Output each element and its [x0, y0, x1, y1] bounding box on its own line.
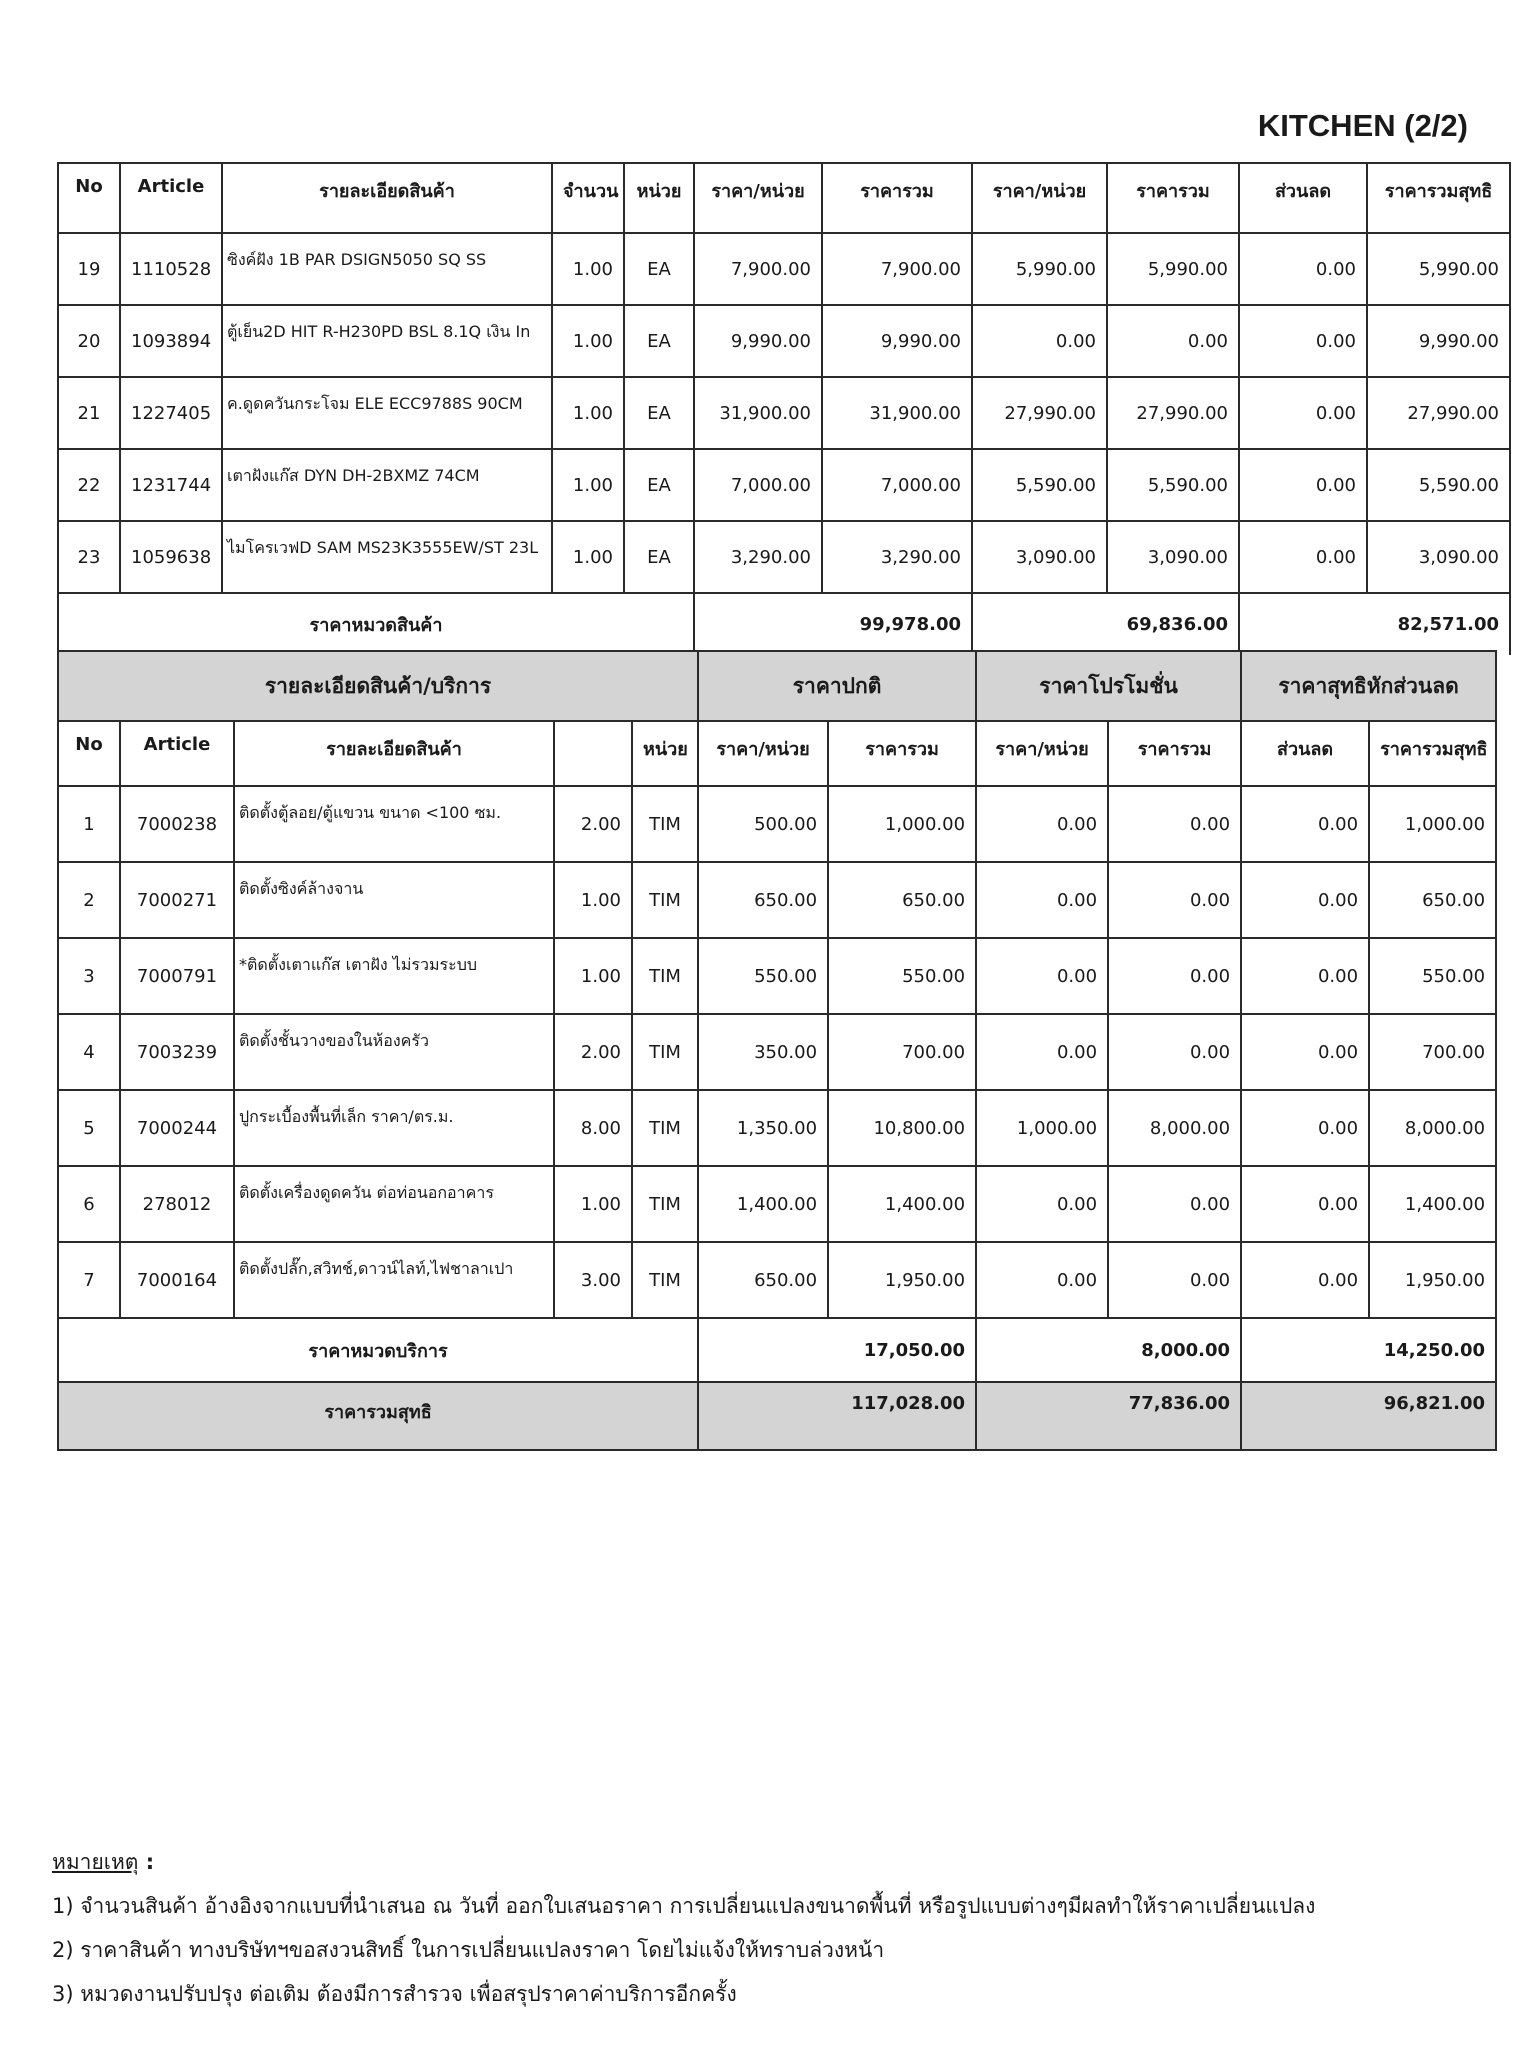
row-no: 21: [58, 377, 120, 449]
row-promo-total: 0.00: [1108, 862, 1241, 938]
header-no: No: [58, 721, 120, 786]
row-net-total: 8,000.00: [1369, 1090, 1496, 1166]
row-net-total: 1,950.00: [1369, 1242, 1496, 1318]
header-net-total: ราคารวมสุทธิ: [1369, 721, 1496, 786]
row-no: 3: [58, 938, 120, 1014]
grand-total-row: [58, 1382, 1496, 1450]
row-promo-total: 0.00: [1108, 938, 1241, 1014]
row-article: 278012: [120, 1166, 234, 1242]
row-qty: 2.00: [554, 786, 632, 862]
page-title: KITCHEN (2/2): [1257, 108, 1468, 143]
header-discount: ส่วนลด: [1241, 721, 1369, 786]
services-group-header-row: [58, 651, 1496, 721]
note-item: 2) ราคาสินค้า ทางบริษัทฯขอสงวนสิทธิ์ ในการเปลี่ยนแปลงราคา โดยไม่แจ้งให้ทราบล่วงหน้า: [52, 1938, 885, 1962]
row-article: 7003239: [120, 1014, 234, 1090]
notes-heading: [52, 1840, 1315, 1884]
row-qty: 8.00: [554, 1090, 632, 1166]
row-discount: 0.00: [1241, 938, 1369, 1014]
row-unit-price: 650.00: [698, 862, 828, 938]
header-promo-unit-price: ราคา/หน่วย: [972, 163, 1107, 233]
row-article: 7000244: [120, 1090, 234, 1166]
row-discount: 0.00: [1241, 1166, 1369, 1242]
table-row: [58, 1166, 1496, 1242]
row-no: 2: [58, 862, 120, 938]
table-row: [58, 1242, 1496, 1318]
header-detail: รายละเอียดสินค้า: [222, 163, 552, 233]
group-header-net-price: ราคาสุทธิหักส่วนลด: [1241, 651, 1496, 721]
table-row: [58, 233, 1510, 305]
group-header-promo-price: ราคาโปรโมชั่น: [976, 651, 1241, 721]
row-detail: ติดตั้งซิงค์ล้างจาน: [234, 862, 554, 938]
row-detail: *ติดตั้งเตาแก๊ส เตาฝัง ไม่รวมระบบ: [234, 938, 554, 1014]
row-detail: ตู้เย็น2D HIT R-H230PD BSL 8.1Q เงิน In: [222, 305, 552, 377]
group-header-detail: รายละเอียดสินค้า/บริการ: [58, 651, 698, 721]
products-header-row: [58, 163, 1510, 233]
row-article: 1227405: [120, 377, 222, 449]
row-total: 7,900.00: [822, 233, 972, 305]
header-article: Article: [120, 721, 234, 786]
table-row: [58, 305, 1510, 377]
notes-section: [52, 1840, 1315, 2016]
row-net-total: 5,590.00: [1367, 449, 1510, 521]
row-qty: 1.00: [552, 305, 624, 377]
grand-total-label: ราคารวมสุทธิ: [58, 1382, 698, 1450]
header-promo-total: ราคารวม: [1108, 721, 1241, 786]
row-net-total: 5,990.00: [1367, 233, 1510, 305]
row-qty: 1.00: [554, 862, 632, 938]
row-discount: 0.00: [1241, 1090, 1369, 1166]
row-total: 1,400.00: [828, 1166, 976, 1242]
grand-total-total: 117,028.00: [698, 1382, 976, 1450]
header-unit: หน่วย: [624, 163, 694, 233]
row-unit-price: 7,000.00: [694, 449, 822, 521]
notes-colon: :: [138, 1850, 155, 1874]
row-qty: 1.00: [552, 449, 624, 521]
services-subtotal-promo: 8,000.00: [976, 1318, 1241, 1382]
row-promo-unit-price: 0.00: [976, 938, 1108, 1014]
header-unit-price: ราคา/หน่วย: [698, 721, 828, 786]
row-unit: TIM: [632, 1014, 698, 1090]
row-unit-price: 7,900.00: [694, 233, 822, 305]
row-promo-total: 3,090.00: [1107, 521, 1239, 593]
row-promo-unit-price: 0.00: [972, 305, 1107, 377]
row-net-total: 1,400.00: [1369, 1166, 1496, 1242]
row-qty: 1.00: [552, 233, 624, 305]
row-unit: TIM: [632, 1090, 698, 1166]
row-promo-unit-price: 5,590.00: [972, 449, 1107, 521]
row-qty: 3.00: [554, 1242, 632, 1318]
row-promo-total: 0.00: [1108, 1166, 1241, 1242]
row-unit-price: 1,350.00: [698, 1090, 828, 1166]
row-no: 4: [58, 1014, 120, 1090]
row-unit-price: 3,290.00: [694, 521, 822, 593]
row-discount: 0.00: [1239, 305, 1367, 377]
header-unit: หน่วย: [632, 721, 698, 786]
row-promo-total: 8,000.00: [1108, 1090, 1241, 1166]
row-detail: เตาฝังแก๊ส DYN DH-2BXMZ 74CM: [222, 449, 552, 521]
row-article: 1093894: [120, 305, 222, 377]
row-promo-unit-price: 5,990.00: [972, 233, 1107, 305]
row-discount: 0.00: [1241, 1014, 1369, 1090]
products-subtotal-promo: 69,836.00: [972, 593, 1239, 655]
row-discount: 0.00: [1241, 862, 1369, 938]
header-total: ราคารวม: [822, 163, 972, 233]
row-net-total: 3,090.00: [1367, 521, 1510, 593]
products-subtotal-label: ราคาหมวดสินค้า: [58, 593, 694, 655]
row-total: 9,990.00: [822, 305, 972, 377]
services-subtotal-total: 17,050.00: [698, 1318, 976, 1382]
row-detail: ติดตั้งเครื่องดูดควัน ต่อท่อนอกอาคาร: [234, 1166, 554, 1242]
row-no: 6: [58, 1166, 120, 1242]
row-net-total: 700.00: [1369, 1014, 1496, 1090]
row-unit: TIM: [632, 1166, 698, 1242]
row-total: 700.00: [828, 1014, 976, 1090]
row-promo-total: 0.00: [1108, 1242, 1241, 1318]
row-no: 20: [58, 305, 120, 377]
row-article: 1059638: [120, 521, 222, 593]
row-unit-price: 550.00: [698, 938, 828, 1014]
notes-title: หมายเหตุ: [52, 1850, 139, 1874]
grand-total-net: 96,821.00: [1241, 1382, 1496, 1450]
row-article: 7000164: [120, 1242, 234, 1318]
row-qty: 2.00: [554, 1014, 632, 1090]
row-detail: ปูกระเบื้องพื้นที่เล็ก ราคา/ตร.ม.: [234, 1090, 554, 1166]
row-promo-total: 0.00: [1108, 1014, 1241, 1090]
row-detail: ติดตั้งตู้ลอย/ตู้แขวน ขนาด <100 ซม.: [234, 786, 554, 862]
header-qty-empty: [554, 721, 632, 786]
row-qty: 1.00: [554, 1166, 632, 1242]
row-total: 10,800.00: [828, 1090, 976, 1166]
row-discount: 0.00: [1241, 786, 1369, 862]
table-row: [58, 449, 1510, 521]
row-no: 7: [58, 1242, 120, 1318]
products-table: [57, 162, 1511, 655]
services-subtotal-label: ราคาหมวดบริการ: [58, 1318, 698, 1382]
group-header-normal-price: ราคาปกติ: [698, 651, 976, 721]
row-detail: ซิงค์ฝัง 1B PAR DSIGN5050 SQ SS: [222, 233, 552, 305]
row-promo-unit-price: 0.00: [976, 862, 1108, 938]
row-discount: 0.00: [1239, 377, 1367, 449]
row-detail: ติดตั้งชั้นวางของในห้องครัว: [234, 1014, 554, 1090]
row-promo-unit-price: 0.00: [976, 786, 1108, 862]
row-discount: 0.00: [1239, 521, 1367, 593]
row-article: 1110528: [120, 233, 222, 305]
row-net-total: 550.00: [1369, 938, 1496, 1014]
note-item: 3) หมวดงานปรับปรุง ต่อเติม ต้องมีการสำรวจ เพื่อสรุปราคาค่าบริการอีกครั้ง: [52, 1982, 737, 2006]
row-unit-price: 650.00: [698, 1242, 828, 1318]
row-no: 22: [58, 449, 120, 521]
row-unit-price: 1,400.00: [698, 1166, 828, 1242]
row-no: 5: [58, 1090, 120, 1166]
row-detail: ติดตั้งปลั๊ก,สวิทช์,ดาวน์ไลท์,ไฟชาลาเปา: [234, 1242, 554, 1318]
row-unit: EA: [624, 377, 694, 449]
row-article: 7000791: [120, 938, 234, 1014]
row-promo-unit-price: 1,000.00: [976, 1090, 1108, 1166]
header-discount: ส่วนลด: [1239, 163, 1367, 233]
row-unit: EA: [624, 305, 694, 377]
row-promo-total: 5,590.00: [1107, 449, 1239, 521]
header-article: Article: [120, 163, 222, 233]
services-header-row: [58, 721, 1496, 786]
row-discount: 0.00: [1239, 233, 1367, 305]
row-no: 23: [58, 521, 120, 593]
row-unit: TIM: [632, 938, 698, 1014]
row-net-total: 9,990.00: [1367, 305, 1510, 377]
row-detail: ไมโครเวฟD SAM MS23K3555EW/ST 23L: [222, 521, 552, 593]
row-qty: 1.00: [554, 938, 632, 1014]
header-qty: จำนวน: [552, 163, 624, 233]
row-promo-total: 27,990.00: [1107, 377, 1239, 449]
header-net-total: ราคารวมสุทธิ: [1367, 163, 1510, 233]
row-promo-total: 0.00: [1107, 305, 1239, 377]
row-unit: TIM: [632, 786, 698, 862]
services-subtotal-net: 14,250.00: [1241, 1318, 1496, 1382]
row-discount: 0.00: [1239, 449, 1367, 521]
row-total: 1,000.00: [828, 786, 976, 862]
table-row: [58, 862, 1496, 938]
note-item: 1) จำนวนสินค้า อ้างอิงจากแบบที่นำเสนอ ณ วันที่ ออกใบเสนอราคา การเปลี่ยนแปลงขนาดพื้นที่ หรือรูปแบบต่างๆมีผลทำให้ราคาเปลี่ยนแปลง: [52, 1894, 1316, 1918]
row-promo-unit-price: 0.00: [976, 1014, 1108, 1090]
row-unit: EA: [624, 233, 694, 305]
row-no: 1: [58, 786, 120, 862]
row-promo-unit-price: 3,090.00: [972, 521, 1107, 593]
table-row: [58, 938, 1496, 1014]
row-total: 1,950.00: [828, 1242, 976, 1318]
row-unit: EA: [624, 521, 694, 593]
row-promo-unit-price: 27,990.00: [972, 377, 1107, 449]
header-detail: รายละเอียดสินค้า: [234, 721, 554, 786]
row-promo-unit-price: 0.00: [976, 1242, 1108, 1318]
row-qty: 1.00: [552, 521, 624, 593]
row-unit-price: 31,900.00: [694, 377, 822, 449]
row-unit-price: 350.00: [698, 1014, 828, 1090]
row-unit-price: 9,990.00: [694, 305, 822, 377]
row-article: 7000271: [120, 862, 234, 938]
row-total: 7,000.00: [822, 449, 972, 521]
table-row: [58, 377, 1510, 449]
header-promo-total: ราคารวม: [1107, 163, 1239, 233]
grand-total-promo: 77,836.00: [976, 1382, 1241, 1450]
row-net-total: 27,990.00: [1367, 377, 1510, 449]
row-total: 550.00: [828, 938, 976, 1014]
products-subtotal-total: 99,978.00: [694, 593, 972, 655]
row-promo-total: 5,990.00: [1107, 233, 1239, 305]
row-unit: TIM: [632, 1242, 698, 1318]
row-total: 650.00: [828, 862, 976, 938]
row-promo-total: 0.00: [1108, 786, 1241, 862]
row-promo-unit-price: 0.00: [976, 1166, 1108, 1242]
row-article: 1231744: [120, 449, 222, 521]
row-total: 3,290.00: [822, 521, 972, 593]
row-net-total: 1,000.00: [1369, 786, 1496, 862]
header-unit-price: ราคา/หน่วย: [694, 163, 822, 233]
row-qty: 1.00: [552, 377, 624, 449]
header-promo-unit-price: ราคา/หน่วย: [976, 721, 1108, 786]
row-net-total: 650.00: [1369, 862, 1496, 938]
row-article: 7000238: [120, 786, 234, 862]
products-subtotal-net: 82,571.00: [1239, 593, 1510, 655]
row-unit: TIM: [632, 862, 698, 938]
services-subtotal-row: [58, 1318, 1496, 1382]
row-unit: EA: [624, 449, 694, 521]
services-table: [57, 650, 1497, 1451]
table-row: [58, 521, 1510, 593]
row-no: 19: [58, 233, 120, 305]
table-row: [58, 786, 1496, 862]
row-unit-price: 500.00: [698, 786, 828, 862]
header-no: No: [58, 163, 120, 233]
products-subtotal-row: [58, 593, 1510, 655]
header-total: ราคารวม: [828, 721, 976, 786]
table-row: [58, 1014, 1496, 1090]
row-total: 31,900.00: [822, 377, 972, 449]
row-detail: ค.ดูดควันกระโจม ELE ECC9788S 90CM: [222, 377, 552, 449]
table-row: [58, 1090, 1496, 1166]
row-discount: 0.00: [1241, 1242, 1369, 1318]
